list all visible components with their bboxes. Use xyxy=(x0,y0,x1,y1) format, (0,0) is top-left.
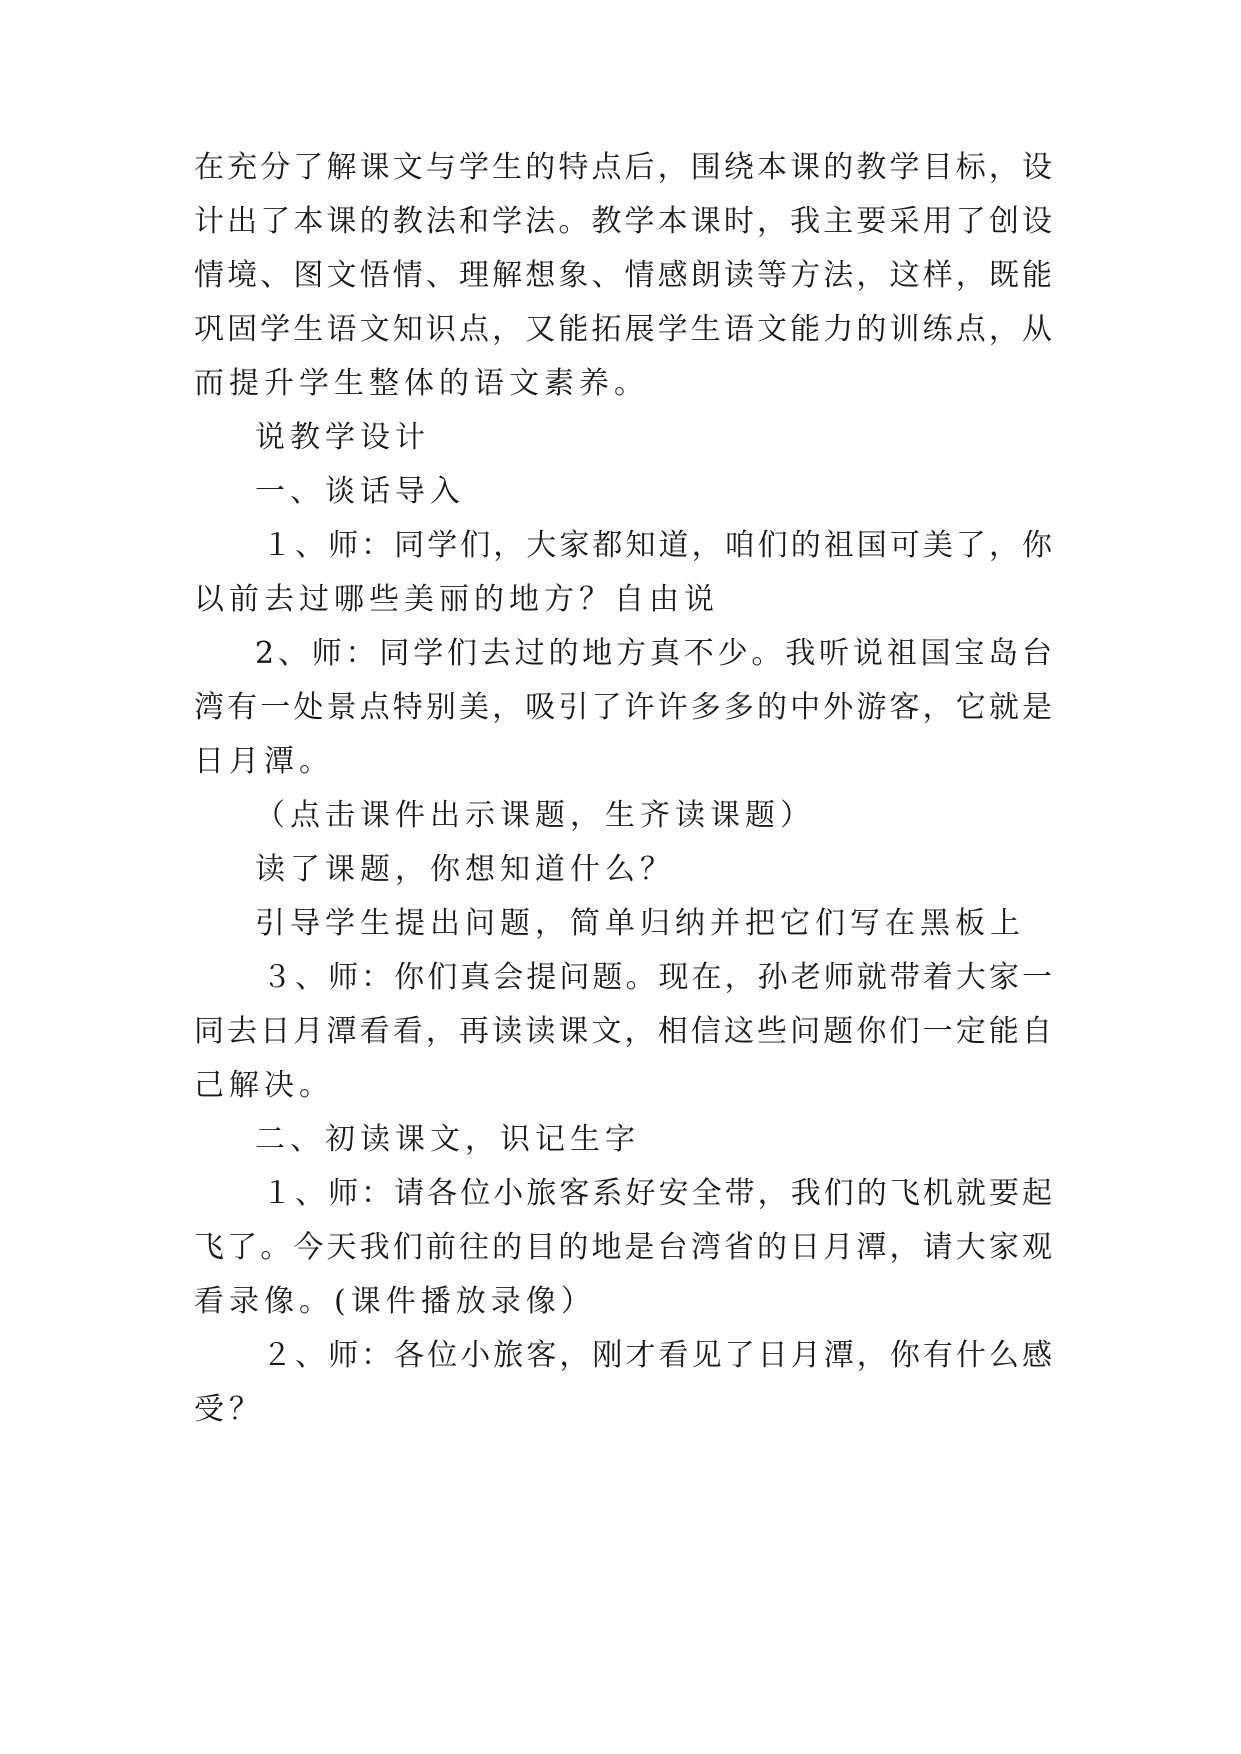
paragraph-line: 读了课题，你想知道什么？ xyxy=(255,852,675,887)
paragraph-line: 日月潭。 xyxy=(194,744,334,779)
paragraph-line: ２、师：各位小旅客，刚才看见了日月潭，你有什么感 xyxy=(262,1338,1054,1373)
paragraph-line: 己解决。 xyxy=(194,1068,334,1103)
paragraph-line: 引导学生提出问题，简单归纳并把它们写在黑板上 xyxy=(255,906,1025,941)
paragraph-line: 同去日月潭看看，再读读课文，相信这些问题你们一定能自 xyxy=(194,1014,1054,1049)
paragraph-line: １、师：同学们，大家都知道，咱们的祖国可美了，你 xyxy=(262,528,1054,563)
paragraph-line: 情境、图文悟情、理解想象、情感朗读等方法，这样，既能 xyxy=(194,258,1054,293)
paragraph-line: 2、师：同学们去过的地方真不少。我听说祖国宝岛台 xyxy=(255,636,1054,671)
section-heading: 二、初读课文，识记生字 xyxy=(255,1122,640,1157)
paragraph-line: 看录像。(课件播放录像） xyxy=(194,1284,596,1319)
paragraph-line: 而提升学生整体的语文素养。 xyxy=(194,366,649,401)
paragraph-line: １、师：请各位小旅客系好安全带，我们的飞机就要起 xyxy=(262,1176,1054,1211)
paragraph-line: 受？ xyxy=(194,1392,264,1427)
section-heading: 说教学设计 xyxy=(255,420,430,455)
paragraph-line: 湾有一处景点特别美，吸引了许许多多的中外游客，它就是 xyxy=(194,690,1054,725)
paragraph-line: 巩固学生语文知识点，又能拓展学生语文能力的训练点，从 xyxy=(194,312,1054,347)
paragraph-line: 飞了。今天我们前往的目的地是台湾省的日月潭，请大家观 xyxy=(194,1230,1054,1265)
paragraph-line: 以前去过哪些美丽的地方？自由说 xyxy=(194,582,719,617)
section-heading: 一、谈话导入 xyxy=(255,474,465,509)
paragraph-line: 在充分了解课文与学生的特点后，围绕本课的教学目标，设 xyxy=(194,150,1054,185)
paragraph-line: 计出了本课的教法和学法。教学本课时，我主要采用了创设 xyxy=(194,204,1054,239)
paragraph-line: （点击课件出示课题，生齐读课题） xyxy=(255,798,815,833)
paragraph-line: ３、师：你们真会提问题。现在，孙老师就带着大家一 xyxy=(262,960,1054,995)
